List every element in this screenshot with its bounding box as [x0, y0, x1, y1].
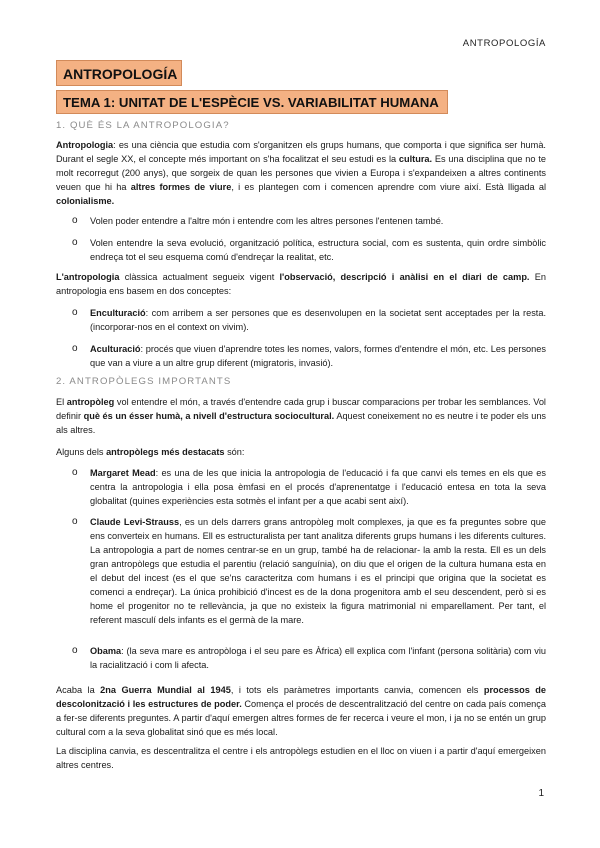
paragraph-destacats [56, 445, 546, 459]
list-item-text [90, 515, 546, 627]
text: Alguns dels [56, 447, 107, 457]
bullet-icon: o [72, 215, 78, 226]
paragraph-antropologia-classica [56, 270, 546, 298]
page-number: 1 [538, 788, 544, 799]
text: Acaba la [56, 685, 101, 695]
term: Margaret Mead [90, 468, 156, 478]
paragraph-disciplina: La disciplina canvia, es descentralitza el centre i els antropòlegs estudien en el lloc on viuen i a partir d'aquí emergeixen altres centres. [56, 746, 546, 770]
text: Es una disciplina que no te molt recorregut (200 anys), que sorgeix de quan les persones que vivien a Europa i s'expandeixen a altres continents veuen que hi ha [56, 154, 546, 192]
text: : es una ciència que estudia com s'organitzen els grups humans, que comporta i que significa ser humà. Durant el segle XX, el concepte més important on s'ha focalitzat el seu estudi es la [56, 140, 546, 164]
list-item-text [90, 306, 546, 334]
text: Comença el procés de descentralització del centre on cada país comença a fer-se diferents preguntes. A partir d'aquí emergen altres formes de fer recerca i veure el mon, i ja no se entén un grup cultural com a la seva globalitat sinó que es més local. [56, 699, 546, 737]
list-item-text [90, 342, 546, 370]
text: Aquest coneixement no es neutre i te poder els uns als altres. [56, 411, 547, 435]
term-colonialisme: colonialisme. [56, 196, 115, 206]
text: són: [224, 447, 245, 457]
term: processos de descolonització i les estructures de poder. [56, 685, 546, 709]
running-header: ANTROPOLOGÍA [462, 38, 546, 49]
term: antropòleg [66, 397, 115, 407]
text: , i tots els paràmetres importants canvia, comencen els [230, 685, 484, 695]
list-item [72, 644, 546, 672]
term-observacio: l'observació, descripció i anàlisi en el diari de camp. [279, 272, 530, 282]
term: Claude Levi-Strauss [90, 517, 180, 527]
term: Enculturació [90, 308, 146, 318]
text: , es un dels darrers grans antropòleg molt complexes, ja que es fa preguntes sobre que ens converteix en humans. Ell es estructuralista per tant analitza diferents grups humans i les diferents cultures. La antropologia a part de nomes centrar-se en un grup, també ha de relacionar- la amb la resta. Ell es un dels gran antropòlegs que estudia el parentiu (relació sanguínia), on diu que el origen de la cultura humana esta en el debut del incest (es el que se'ns caracteritza com humans i es el principi que origina que la societat es comenci a endreçar). La única prohibició d'incest es de la dona progenitora amb el seu descendent, però si es home el progenitor no te rellevància, ja que no existeix la figura matrimonial ni emparellament. Per tant, el referent masculí dels infants es el germà de la mare. [90, 517, 546, 625]
page-title: ANTROPOLOGÍA [56, 60, 182, 86]
bullet-icon: o [72, 307, 78, 318]
text: : (la seva mare es antropòloga i el seu pare es Àfrica) ell explica com l'infant (persona solitària) com viu la racialització i com li afecta. [90, 646, 546, 670]
list-item [72, 214, 546, 228]
list-item [72, 515, 546, 627]
term: 2na Guerra Mundial al 1945 [100, 685, 231, 695]
term-antropologia: Antropologia [56, 140, 114, 150]
term: antropòlegs més destacats [106, 447, 225, 457]
text: : es una de les que inicia la antropologia de l'educació i fa que canvi els temes en els que es centra la antropologia i ella posa èmfasi en el procés d'aprenentatge i l'educació entesa en tota la seva globalitat (quines experiències esta sotmès el infant per a que acabi sent així). [90, 468, 547, 506]
list-item [72, 306, 546, 334]
text: , i es plantegen com i comencen aprendre com viure així. Està lligada al [231, 182, 547, 192]
section-heading-2: 2. ANTROPÒLEGS IMPORTANTS [56, 376, 232, 387]
text: En antropologia ens basem en dos conceptes: [56, 272, 546, 296]
term-formes-de-viure: altres formes de viure [130, 182, 232, 192]
text: vol entendre el món, a través d'entendre cada grup i buscar comparacions per trobar les semblances. Vol definir [56, 397, 546, 421]
bullet-icon: o [72, 645, 78, 656]
term: Obama [90, 646, 122, 656]
bullet-icon: o [72, 237, 78, 248]
term: Aculturació [90, 344, 141, 354]
section-heading-1: 1. QUÈ ÉS LA ANTROPOLOGIA? [56, 120, 230, 131]
text: El [56, 397, 67, 407]
text: : procés que viuen d'aprendre totes les nomes, valors, formes d'entendre el món, etc. Les persones que van a viure a un altre grup diferent (migratoris, invasió). [90, 344, 546, 368]
bullet-icon: o [72, 467, 78, 478]
bullet-icon: o [72, 343, 78, 354]
term-antropologia: L'antropologia [56, 272, 120, 282]
list-item-text: Volen entendre la seva evolució, organització política, estructura social, com es sustenta, quin ordre simbòlic endreça tot el seu esquema comú d'endreçar la realitat, etc. [90, 238, 546, 262]
term: què és un ésser humà, a nivell d'estructura sociocultural. [83, 411, 335, 421]
text: clàssica actualment segueix vigent [119, 272, 280, 282]
list-item-text: Volen poder entendre a l'altre món i entendre com les altres persones l'entenen també. [90, 216, 444, 226]
paragraph-antropoleg [56, 395, 546, 437]
list-item [72, 236, 546, 264]
list-item [72, 342, 546, 370]
paragraph-definition [56, 138, 546, 208]
bullet-icon: o [72, 516, 78, 527]
tema-heading: TEMA 1: UNITAT DE L'ESPÈCIE VS. VARIABILITAT HUMANA [56, 90, 448, 114]
list-item-text [90, 644, 546, 672]
text: : com arribem a ser persones que es desenvolupen en la societat sent acceptades per la resta. (incorporar-nos en el context on vivim). [90, 308, 546, 332]
list-item [72, 466, 546, 508]
list-item-text [90, 466, 546, 508]
term-cultura: cultura. [398, 154, 433, 164]
paragraph-guerra-mundial [56, 683, 546, 739]
